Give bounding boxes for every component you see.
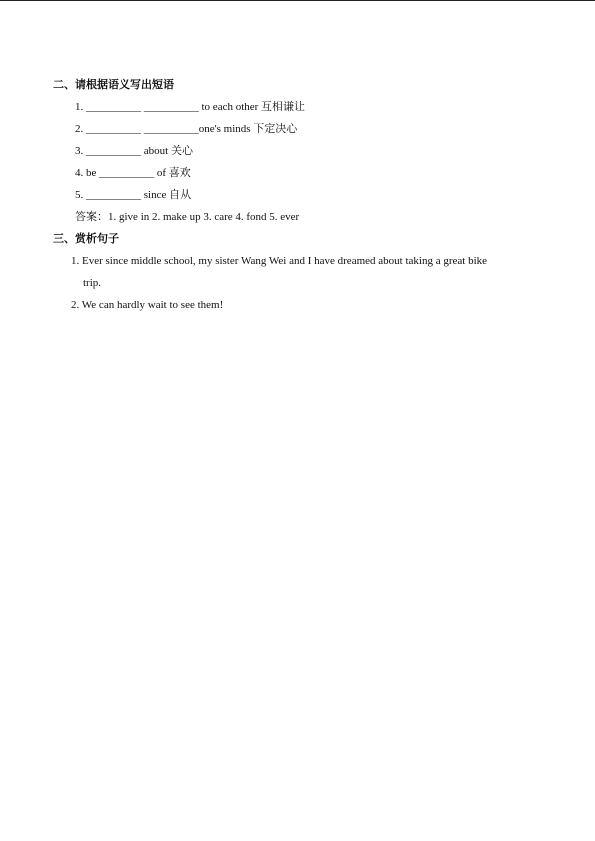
page-top-border xyxy=(0,0,595,1)
sentence-1-continuation: trip. xyxy=(83,277,102,289)
section-2-heading: 二、请根据语义写出短语 xyxy=(53,78,174,91)
sentence-1: 1. Ever since middle school, my sister Wang Wei and I have dreamed about taking a great bike xyxy=(71,255,488,267)
phrase-item-1: 1. __________ __________ to each other 互相谦让 xyxy=(75,101,306,113)
phrase-item-3: 3. __________ about 关心 xyxy=(75,145,193,157)
sentence-2: 2. We can hardly wait to see them! xyxy=(71,299,224,311)
section-3-heading: 三、赏析句子 xyxy=(53,232,119,245)
phrase-item-5: 5. __________ since 自从 xyxy=(75,189,192,201)
answer-key: 答案：1. give in 2. make up 3. care 4. fond 5. ever xyxy=(75,211,300,223)
phrase-item-2: 2. __________ __________one's minds 下定决心 xyxy=(75,123,298,135)
phrase-item-4: 4. be __________ of 喜欢 xyxy=(75,167,191,179)
